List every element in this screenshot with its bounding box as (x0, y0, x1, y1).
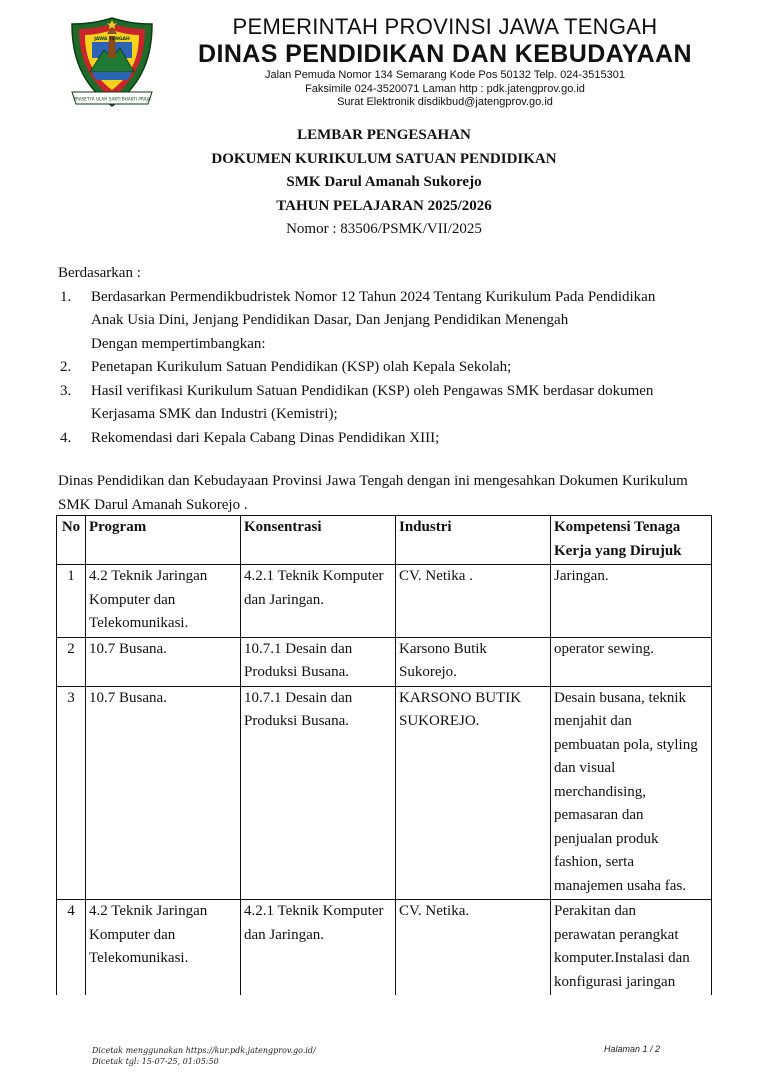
table-header-row (57, 516, 712, 565)
cell-line: Sukorejo. (399, 664, 457, 680)
list-text: Dengan mempertimbangkan: (91, 335, 266, 352)
list-number: 2. (60, 359, 72, 375)
emblem-label: JAWA TENGAH (94, 37, 130, 42)
cell-industri (396, 637, 551, 686)
title-year: TAHUN PELAJARAN 2025/2026 (276, 197, 492, 214)
cell-line: Telekomunikasi. (89, 615, 189, 631)
list-text: Anak Usia Dini, Jenjang Pendidikan Dasar, Dan Jenjang Pendidikan Menengah (91, 312, 569, 328)
cell-line: konfigurasi jaringan (554, 973, 676, 990)
title-line-1: LEMBAR PENGESAHAN (297, 127, 471, 143)
header-no: No (57, 516, 86, 565)
list-item (58, 380, 718, 427)
title-school: SMK Darul Amanah Sukorejo (286, 174, 482, 190)
table-row (57, 900, 712, 996)
header-program: Program (86, 516, 241, 565)
cell-line: Jaringan. (554, 568, 609, 584)
department-name: DINAS PENDIDIKAN DAN KEBUDAYAAN (198, 40, 692, 68)
cell-line: Desain busana, teknik (554, 689, 687, 706)
cell-line: Produksi Busana. (244, 664, 349, 680)
emblem-motto: PRASETYA ULAH SAKTI BHAKTI PRAJA (73, 96, 151, 102)
cell-line: dan visual (554, 760, 616, 776)
header-kompetensi (551, 516, 712, 565)
cell-line: Komputer dan (89, 591, 176, 608)
address-line: Jalan Pemuda Nomor 134 Semarang Kode Pos 50132 Telp. 024-3515301 (265, 69, 625, 81)
cell-line: merchandising, (554, 783, 647, 800)
cell-industri (396, 565, 551, 638)
header-kompetensi-line: Kompetensi Tenaga (554, 519, 681, 535)
list-number: 1. (60, 288, 72, 305)
jawa-tengah-emblem-icon (66, 14, 158, 110)
government-name: PEMERINTAH PROVINSI JAWA TENGAH (232, 14, 658, 39)
cell-line: 4.2.1 Teknik Komputer (244, 903, 384, 919)
header-kompetensi-line: Kerja yang Dirujuk (554, 542, 682, 559)
cell-line: KARSONO BUTIK (399, 689, 522, 706)
printed-with: Dicetak menggunakan https://kur.pdk.jatengprov.go.id/ (92, 1046, 316, 1055)
table-row (57, 686, 712, 900)
cell-line: fashion, serta (554, 854, 634, 870)
cell-line: pembuatan pola, styling (554, 736, 698, 753)
header-industri: Industri (396, 516, 551, 565)
cell-kompetensi (551, 637, 712, 686)
list-item (58, 427, 718, 451)
cell-line: manajemen usaha fas. (554, 877, 687, 894)
print-info (92, 1045, 316, 1067)
cell-line: 4.2 Teknik Jaringan (89, 568, 208, 584)
title-line-2: DOKUMEN KURIKULUM SATUAN PENDIDIKAN (211, 150, 557, 167)
document-number: Nomor : 83506/PSMK/VII/2025 (286, 221, 482, 237)
curriculum-table (56, 515, 712, 995)
cell-line: Produksi Busana. (244, 713, 349, 729)
cell-line: dan Jaringan. (244, 591, 324, 608)
printed-date: Dicetak tgl: 15-07-25, 01:05:50 (92, 1057, 219, 1066)
cell-line: 10.7.1 Desain dan (244, 689, 353, 706)
cell-line: 10.7 Busana. (89, 689, 167, 706)
list-number: 3. (60, 382, 72, 399)
cell-line: 4.2.1 Teknik Komputer (244, 568, 384, 584)
cell-line: komputer.Instalasi dan (554, 950, 690, 966)
page-number: Halaman 1 / 2 (604, 1044, 661, 1054)
cell-line: penjualan produk (554, 830, 659, 847)
cell-line: 10.7.1 Desain dan (244, 640, 353, 657)
basis-section (58, 262, 718, 450)
cell-konsentrasi (241, 565, 396, 638)
statement-paragraph (58, 470, 718, 517)
list-item (58, 356, 718, 380)
cell-line: 4.2 Teknik Jaringan (89, 903, 208, 919)
list-text: Kerjasama SMK dan Industri (Kemistri); (91, 406, 338, 422)
cell-kompetensi (551, 686, 712, 900)
cell-line: SUKOREJO. (399, 713, 480, 729)
cell-line: CV. Netika . (399, 568, 473, 584)
list-text: Penetapan Kurikulum Satuan Pendidikan (KSP) olah Kepala Sekolah; (91, 359, 512, 375)
header-konsentrasi: Konsentrasi (241, 516, 396, 565)
cell-line: menjahit dan (554, 713, 632, 729)
cell-industri (396, 900, 551, 996)
cell-line: Telekomunikasi. (89, 950, 189, 966)
cell-line: Komputer dan (89, 926, 176, 943)
cell-industri (396, 686, 551, 900)
cell-line: pemasaran dan (554, 807, 644, 823)
cell-line: perawatan perangkat (554, 926, 679, 943)
list-number: 4. (60, 429, 72, 446)
table-row (57, 565, 712, 638)
cell-no: 2 (57, 637, 86, 686)
cell-line: CV. Netika. (399, 903, 470, 919)
cell-kompetensi (551, 565, 712, 638)
cell-line: 10.7 Busana. (89, 640, 167, 657)
cell-program (86, 637, 241, 686)
cell-line: dan Jaringan. (244, 926, 324, 943)
cell-no: 4 (57, 900, 86, 996)
cell-kompetensi (551, 900, 712, 996)
statement-line: SMK Darul Amanah Sukorejo . (58, 496, 248, 513)
list-text: Rekomendasi dari Kepala Cabang Dinas Pendidikan XIII; (91, 429, 440, 446)
list-text: Berdasarkan Permendikbudristek Nomor 12 Tahun 2024 Tentang Kurikulum Pada Pendidikan (91, 288, 656, 305)
cell-program (86, 565, 241, 638)
cell-program (86, 900, 241, 996)
cell-no: 1 (57, 565, 86, 638)
basis-list (58, 286, 718, 451)
statement-line: Dinas Pendidikan dan Kebudayaan Provinsi Jawa Tengah dengan ini mengesahkan Dokumen Kurikulum (58, 473, 688, 489)
cell-line: operator sewing. (554, 640, 654, 657)
cell-program (86, 686, 241, 900)
basis-intro: Berdasarkan : (58, 265, 141, 281)
fax-line: Faksimile 024-3520071 Laman http : pdk.jatengprov.go.id (305, 82, 585, 95)
letterhead (0, 0, 768, 118)
cell-konsentrasi (241, 686, 396, 900)
cell-line: Karsono Butik (399, 640, 487, 657)
cell-no: 3 (57, 686, 86, 900)
document-title (0, 124, 768, 242)
list-text: Hasil verifikasi Kurikulum Satuan Pendidikan (KSP) oleh Pengawas SMK berdasar dokumen (91, 382, 654, 399)
email-line: Surat Elektronik disdikbud@jatengprov.go.id (337, 96, 553, 108)
cell-konsentrasi (241, 637, 396, 686)
table-row (57, 637, 712, 686)
list-item (58, 286, 718, 357)
cell-konsentrasi (241, 900, 396, 996)
cell-line: Perakitan dan (554, 903, 637, 919)
